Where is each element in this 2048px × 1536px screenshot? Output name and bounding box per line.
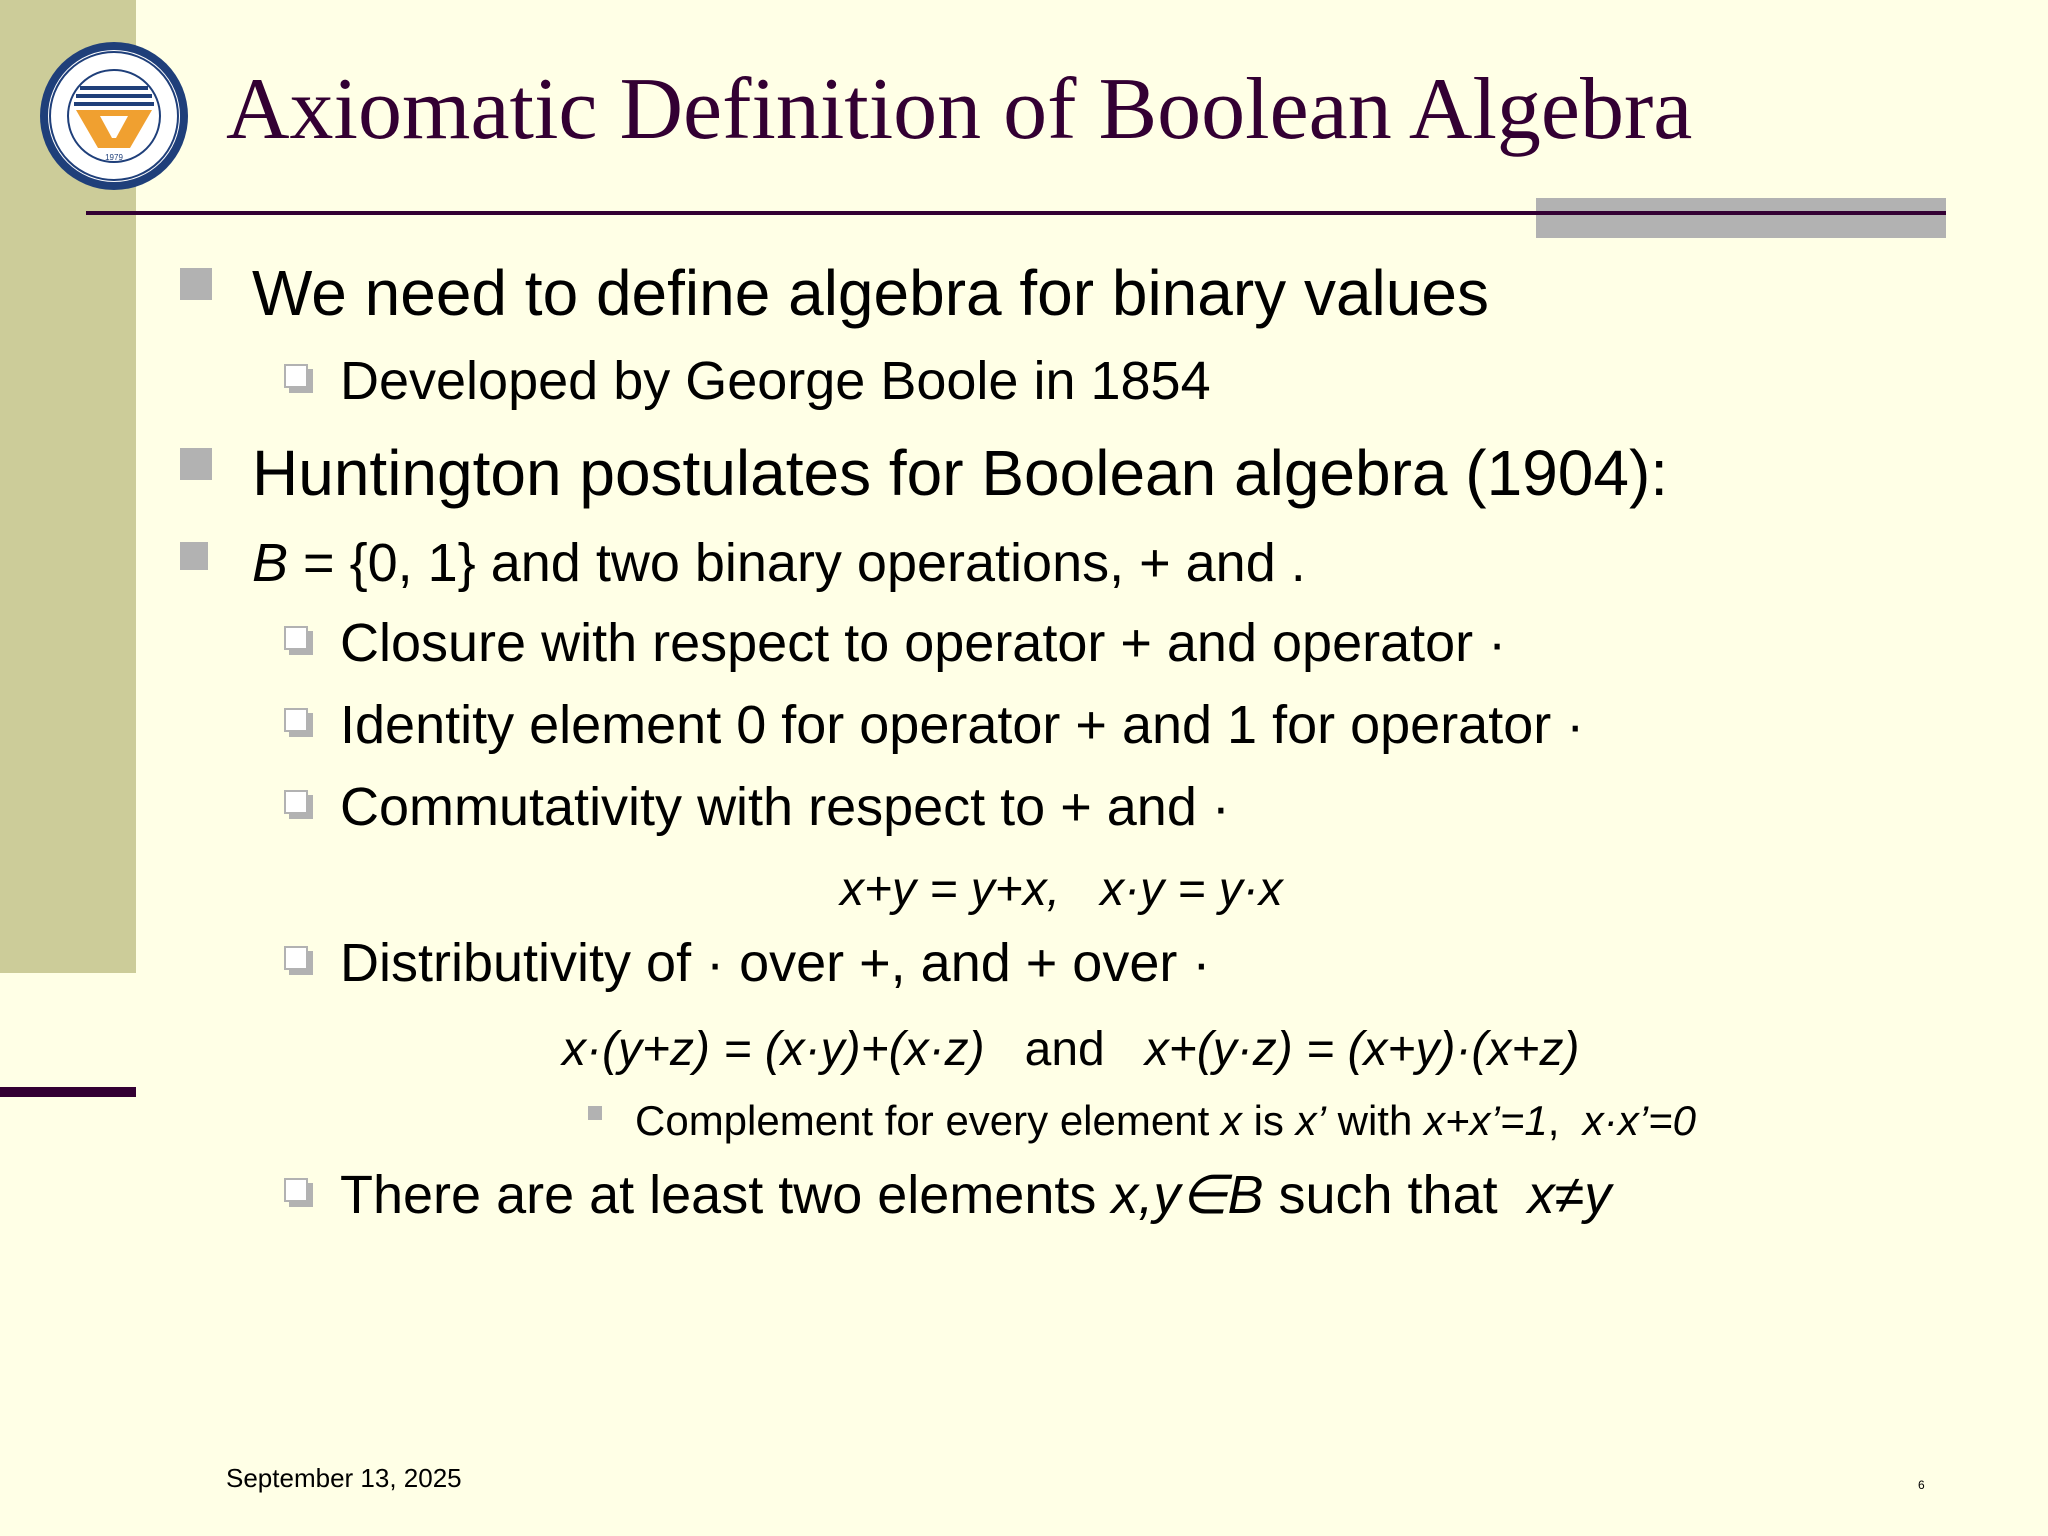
bullet-huntington: Huntington postulates for Boolean algebra (1904): xyxy=(252,437,1669,509)
sub-bullet-two-elements: There are at least two elements x,y∈B such that x≠y xyxy=(340,1165,1612,1225)
bullet-binary-values: We need to define algebra for binary values xyxy=(252,257,1489,329)
page-number: 6 xyxy=(1918,1478,1925,1492)
sub-bullet-closure: Closure with respect to operator + and operator · xyxy=(340,613,1507,673)
bullet-square-icon xyxy=(180,448,212,480)
sub-sub-bullet-complement: Complement for every element x is x’ with x+x’=1, x·x’=0 xyxy=(635,1097,1696,1144)
bullet-box-icon xyxy=(284,946,308,970)
distributivity-equation: x·(y+z) = (x·y)+(x·z) and x+(y·z) = (x+y)·(x+z) xyxy=(562,1023,1580,1076)
left-accent-line xyxy=(0,1087,136,1097)
bullet-box-icon xyxy=(284,364,308,388)
sub-bullet-identity: Identity element 0 for operator + and 1 for operator · xyxy=(340,695,1585,755)
title-underline-gray-block xyxy=(1536,198,1946,238)
bullet-box-icon xyxy=(284,708,308,732)
sub-bullet-distributivity: Distributivity of · over +, and + over · xyxy=(340,933,1211,993)
logo-year: 1979 xyxy=(105,153,123,162)
set-b-rest: = {0, 1} and two binary operations, + and . xyxy=(288,533,1306,593)
bullet-set-definition xyxy=(252,534,1306,593)
bullet-square-icon xyxy=(180,542,208,570)
footer-date: September 13, 2025 xyxy=(226,1463,462,1493)
slide-title: Axiomatic Definition of Boolean Algebra xyxy=(226,61,1693,158)
set-b-var: B xyxy=(252,533,289,593)
sub-bullet-commutativity: Commutativity with respect to + and · xyxy=(340,777,1230,837)
bullet-box-icon xyxy=(284,626,308,650)
university-logo xyxy=(38,40,190,192)
bullet-square-icon xyxy=(180,268,212,300)
commutativity-equation: x+y = y+x, x·y = y·x xyxy=(840,863,1283,916)
bullet-box-icon xyxy=(284,790,308,814)
sub-bullet-boole: Developed by George Boole in 1854 xyxy=(340,351,1211,411)
title-underline-overlay xyxy=(1536,211,1946,215)
bullet-box-icon xyxy=(284,1178,308,1202)
bullet-small-square-icon xyxy=(588,1106,602,1120)
